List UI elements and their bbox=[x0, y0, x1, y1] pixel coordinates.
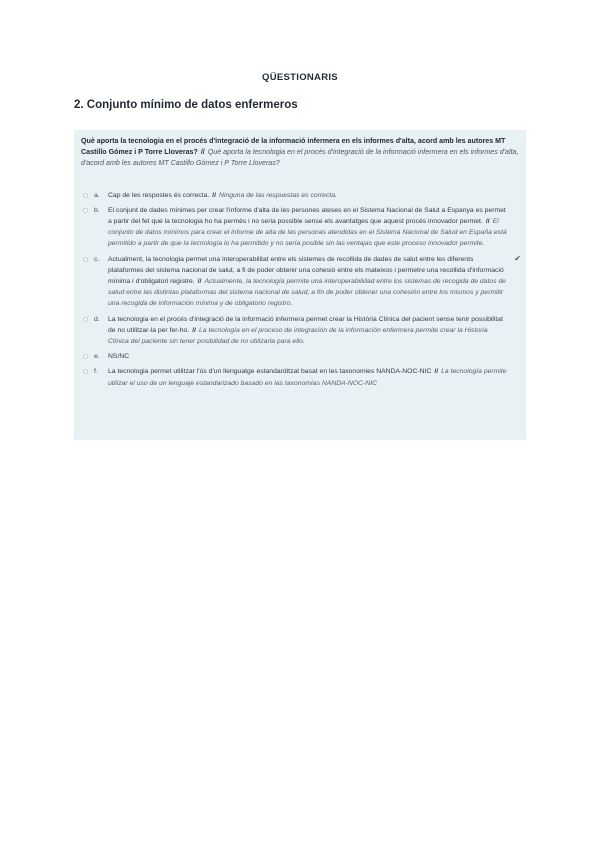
option-separator: // bbox=[212, 191, 217, 199]
question-catalan: Què aporta la tecnologia en el procés d'integració de la informació infermera en els informes d'alta, acord amb les autores MT Castillo Gómez i P Torre Lloveras? bbox=[81, 137, 506, 157]
option-text bbox=[108, 190, 519, 201]
option-letter: e. bbox=[94, 353, 100, 361]
option-catalan: La tecnologia permet utilitzar l'ús d'un llenguatge estandarditzat basat en les taxonomies NANDA-NOC-NIC bbox=[108, 368, 432, 376]
option-text bbox=[108, 314, 519, 348]
option-e[interactable] bbox=[81, 351, 519, 362]
option-letter: a. bbox=[94, 191, 100, 199]
option-catalan: NS/NC bbox=[108, 353, 130, 361]
option-separator: // bbox=[434, 368, 439, 376]
question-spanish: Què aporta la tecnologia en el procés d'integració de la informació infermera en els informes d'alta, d'acord amb les autores MT Castillo Gómez i P Torre Lloveras? bbox=[81, 148, 519, 168]
radio-icon[interactable] bbox=[83, 317, 88, 322]
radio-icon[interactable] bbox=[83, 369, 88, 374]
check-icon: ✔ bbox=[514, 253, 521, 263]
document-title: QÜESTIONARIS bbox=[262, 72, 338, 83]
option-f[interactable] bbox=[81, 366, 519, 388]
option-catalan: La tecnologia en el procés d'integració de la informació infermera permet crear la Història Clínica del pacient sense tenir possibilitat de no utilitzar-la per fer-ho. bbox=[108, 315, 503, 334]
radio-icon[interactable] bbox=[83, 208, 88, 213]
option-spanish: La tecnología permite utilizar el uso de un lenguaje estandarizado basado en las taxonomías NANDA-NOC-NIC bbox=[108, 368, 507, 387]
option-letter: f. bbox=[94, 368, 98, 376]
option-text bbox=[108, 351, 519, 362]
option-spanish: Actualmente, la tecnología permite una interoperabilidad entre los sistemas de recogida de datos de salud entre las distintas plataformas del sistema nacional de salud, a fin de poder obtener una cohesión entre los mismos y permitir una recogida de información mínima y de obligatorio registro. bbox=[108, 278, 506, 308]
option-catalan: El conjunt de dades mínimes per crear l'informe d'alta de les persones ateses en el Sistema Nacional de Salut a Espanya es permet a partir del fet que la tecnologia ho ha permès i no seria possible sense els avantatges que aquest procés innovador permet. bbox=[108, 206, 506, 226]
question-box bbox=[74, 130, 526, 440]
option-letter: d. bbox=[94, 315, 100, 323]
option-separator: // bbox=[197, 278, 202, 286]
option-catalan: Cap de les respostes és correcta. bbox=[108, 191, 210, 199]
option-letter: c. bbox=[94, 255, 100, 263]
option-separator: // bbox=[485, 218, 490, 226]
option-b[interactable] bbox=[81, 205, 519, 250]
section-heading: 2. Conjunto mínimo de datos enfermeros bbox=[74, 99, 298, 111]
option-text bbox=[108, 205, 519, 250]
option-text bbox=[108, 366, 519, 388]
question-text bbox=[81, 136, 519, 170]
option-letter: b. bbox=[94, 206, 100, 214]
option-d[interactable] bbox=[81, 314, 519, 348]
option-spanish: El conjunto de datos mínimos para crear el informe de alta de las personas atendidas en el Sistema Nacional de Salud en España está permitido a partir de que la tecnología lo ha permitido y no sería posible sin las ventajas que este proceso innovador permite. bbox=[108, 218, 507, 248]
option-spanish: La tecnología en el proceso de integración de la información enfermera permite crear la Historia Clínica del paciente sin tener posibilidad de no utilizarla para ello. bbox=[108, 326, 488, 346]
radio-icon[interactable] bbox=[83, 354, 88, 359]
option-catalan: Actualment, la tecnologia permet una interoperabilitat entre els sistemes de recollida de dades de salut entre les diferents plataformes del sistema nacional de salut, a fi de poder obtenir una cohesió entre els mateixos i permetre una recollida d'informació mínima i d'obligatori registre. bbox=[108, 255, 504, 286]
radio-icon[interactable] bbox=[83, 257, 88, 262]
radio-icon[interactable] bbox=[83, 193, 88, 198]
answer-options bbox=[81, 190, 519, 389]
option-a[interactable] bbox=[81, 190, 519, 201]
option-separator: // bbox=[192, 326, 197, 334]
option-c[interactable] bbox=[81, 254, 519, 310]
option-spanish: Ninguna de las respuestas es correcta. bbox=[219, 191, 337, 199]
option-text bbox=[108, 254, 519, 310]
question-separator: // bbox=[200, 148, 205, 157]
